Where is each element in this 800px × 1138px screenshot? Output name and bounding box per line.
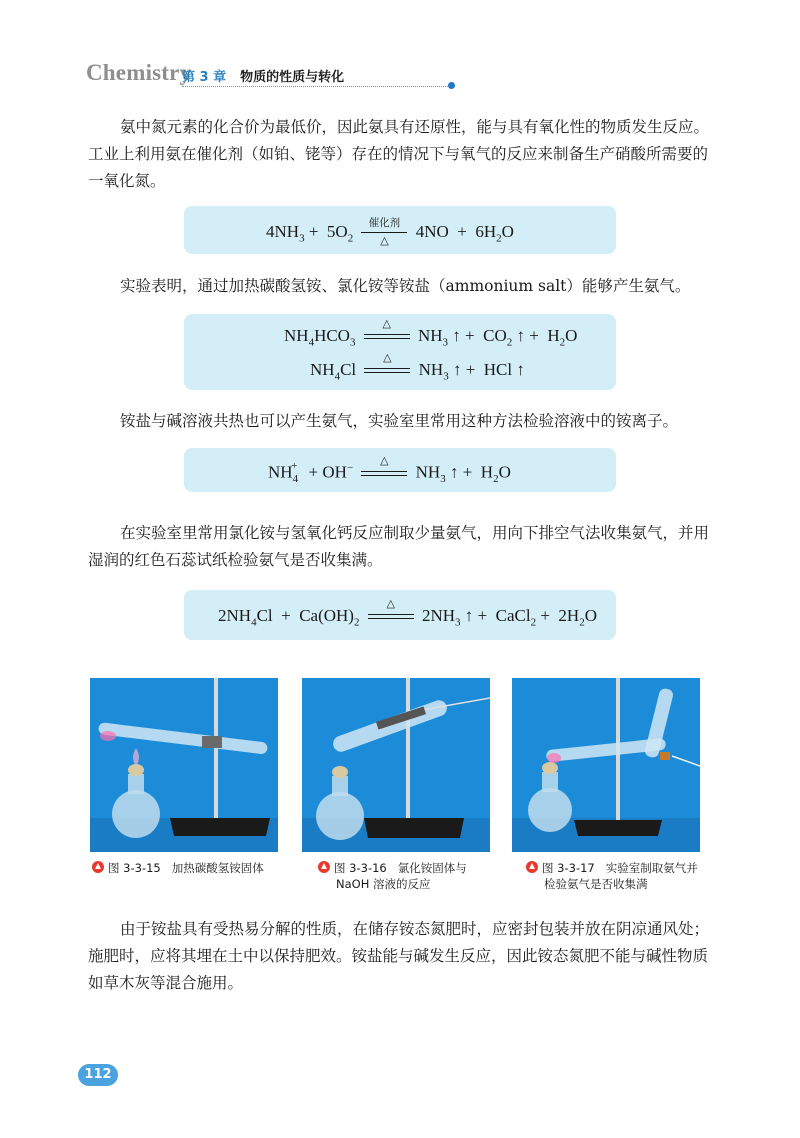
figure-caption-text-line2: 检验氨气是否收集满 bbox=[544, 877, 648, 891]
reaction-condition-heat bbox=[364, 318, 410, 342]
paragraph-ammonium-ion-test: 铵盐与碱溶液共热也可以产生氨气，实验室里常用这种方法检验溶液中的铵离子。 bbox=[120, 412, 679, 430]
photo-ammonium-chloride-naoh bbox=[302, 678, 490, 852]
figure-caption-3-3-15 bbox=[92, 860, 264, 876]
reaction-condition-heat bbox=[361, 454, 407, 479]
figure-label: 图 3-3-16 bbox=[334, 861, 387, 875]
paragraph-ammonium-salts: 实验表明，通过加热碳酸氢铵、氯化铵等铵盐（ammonium salt）能够产生氨气。 bbox=[120, 277, 691, 295]
condition-heat: △ bbox=[383, 352, 392, 365]
condition-heat: △ bbox=[380, 454, 389, 467]
equation-lab-preparation: $2NH_4Cl + Ca(OH)_2$ △ $2NH_3$ ↑ + CaCl$_2$ + $2H_2O$ bbox=[218, 598, 597, 629]
equation-ammonium-hydroxide: $NH_4^+ + OH^-$ △ $NH_3$ ↑ + $H_2O$ bbox=[268, 454, 511, 486]
paragraph-fertilizer-storage: 由于铵盐具有受热易分解的性质，在储存铵态氮肥时，应密封包装并放在阴凉通风处；施肥时，应将其埋在土中以保持肥效。铵盐能与碱发生反应，因此铵态氮肥不能与碱性物质如草木灰等混合施用。 bbox=[88, 920, 710, 992]
equation-nh4hco3-decomposition: $NH_4HCO_3$ △ $NH_3$ ↑ + $CO_2$ ↑ + $H_2O$ bbox=[284, 318, 578, 349]
equation-box-ammonium-decomposition bbox=[184, 314, 616, 390]
reaction-condition-heat bbox=[368, 598, 414, 622]
figure-marker-icon bbox=[318, 861, 330, 873]
reaction-condition-heat bbox=[364, 352, 410, 376]
figure-caption-3-3-17 bbox=[526, 860, 698, 892]
header-dot bbox=[448, 82, 455, 89]
figure-caption-text-line2: NaOH 溶液的反应 bbox=[336, 877, 431, 891]
figure-caption-text: 氯化铵固体与 bbox=[397, 861, 467, 875]
paragraph-ammonia-reducing: 氨中氮元素的化合价为最低价，因此氨具有还原性，能与具有氧化性的物质发生反应。工业上利用氨在催化剂（如铂、铑等）存在的情况下与氧气的反应来制备生产硝酸所需要的一氧化氮。 bbox=[88, 118, 710, 190]
equation-box-ammonia-oxidation bbox=[184, 206, 616, 254]
reaction-condition-catalyst-heat bbox=[361, 217, 407, 248]
chapter-heading bbox=[182, 66, 344, 85]
equation-nh4cl-decomposition: $NH_4Cl$ △ $NH_3$ ↑ + HCl ↑ bbox=[310, 352, 525, 383]
equation-box-lab-preparation bbox=[184, 590, 616, 640]
figure-caption-text: 加热碳酸氢铵固体 bbox=[171, 861, 264, 875]
paragraph-lab-preparation: 在实验室里常用氯化铵与氢氧化钙反应制取少量氨气，用向下排空气法收集氨气，并用湿润的红色石蕊试纸检验氨气是否收集满。 bbox=[88, 524, 710, 569]
figure-caption-3-3-16 bbox=[318, 860, 467, 892]
book-brand: Chemistry bbox=[86, 60, 192, 85]
condition-catalyst: 催化剂 bbox=[368, 217, 401, 230]
figure-caption-text: 实验室制取氨气并 bbox=[605, 861, 698, 875]
chapter-title: 物质的性质与转化 bbox=[240, 70, 345, 85]
equation-ammonia-oxidation: $4NH_3 + 5O_2$ 催化剂 △ $4NO + 6H_2O$ bbox=[266, 217, 514, 248]
condition-heat: △ bbox=[382, 318, 391, 331]
figure-label: 图 3-3-15 bbox=[108, 861, 161, 875]
equation-box-ammonium-hydroxide bbox=[184, 448, 616, 492]
figure-marker-icon bbox=[92, 861, 104, 873]
condition-heat: △ bbox=[380, 235, 389, 248]
figure-marker-icon bbox=[526, 861, 538, 873]
figure-label: 图 3-3-17 bbox=[542, 861, 595, 875]
photo-lab-ammonia-collection bbox=[512, 678, 700, 852]
page-number: 112 bbox=[78, 1064, 118, 1086]
condition-heat: △ bbox=[386, 598, 395, 611]
chapter-number: 第 3 章 bbox=[182, 70, 227, 85]
header-rule bbox=[182, 86, 454, 88]
running-header bbox=[86, 60, 386, 90]
photo-heating-ammonium-bicarbonate bbox=[90, 678, 278, 852]
